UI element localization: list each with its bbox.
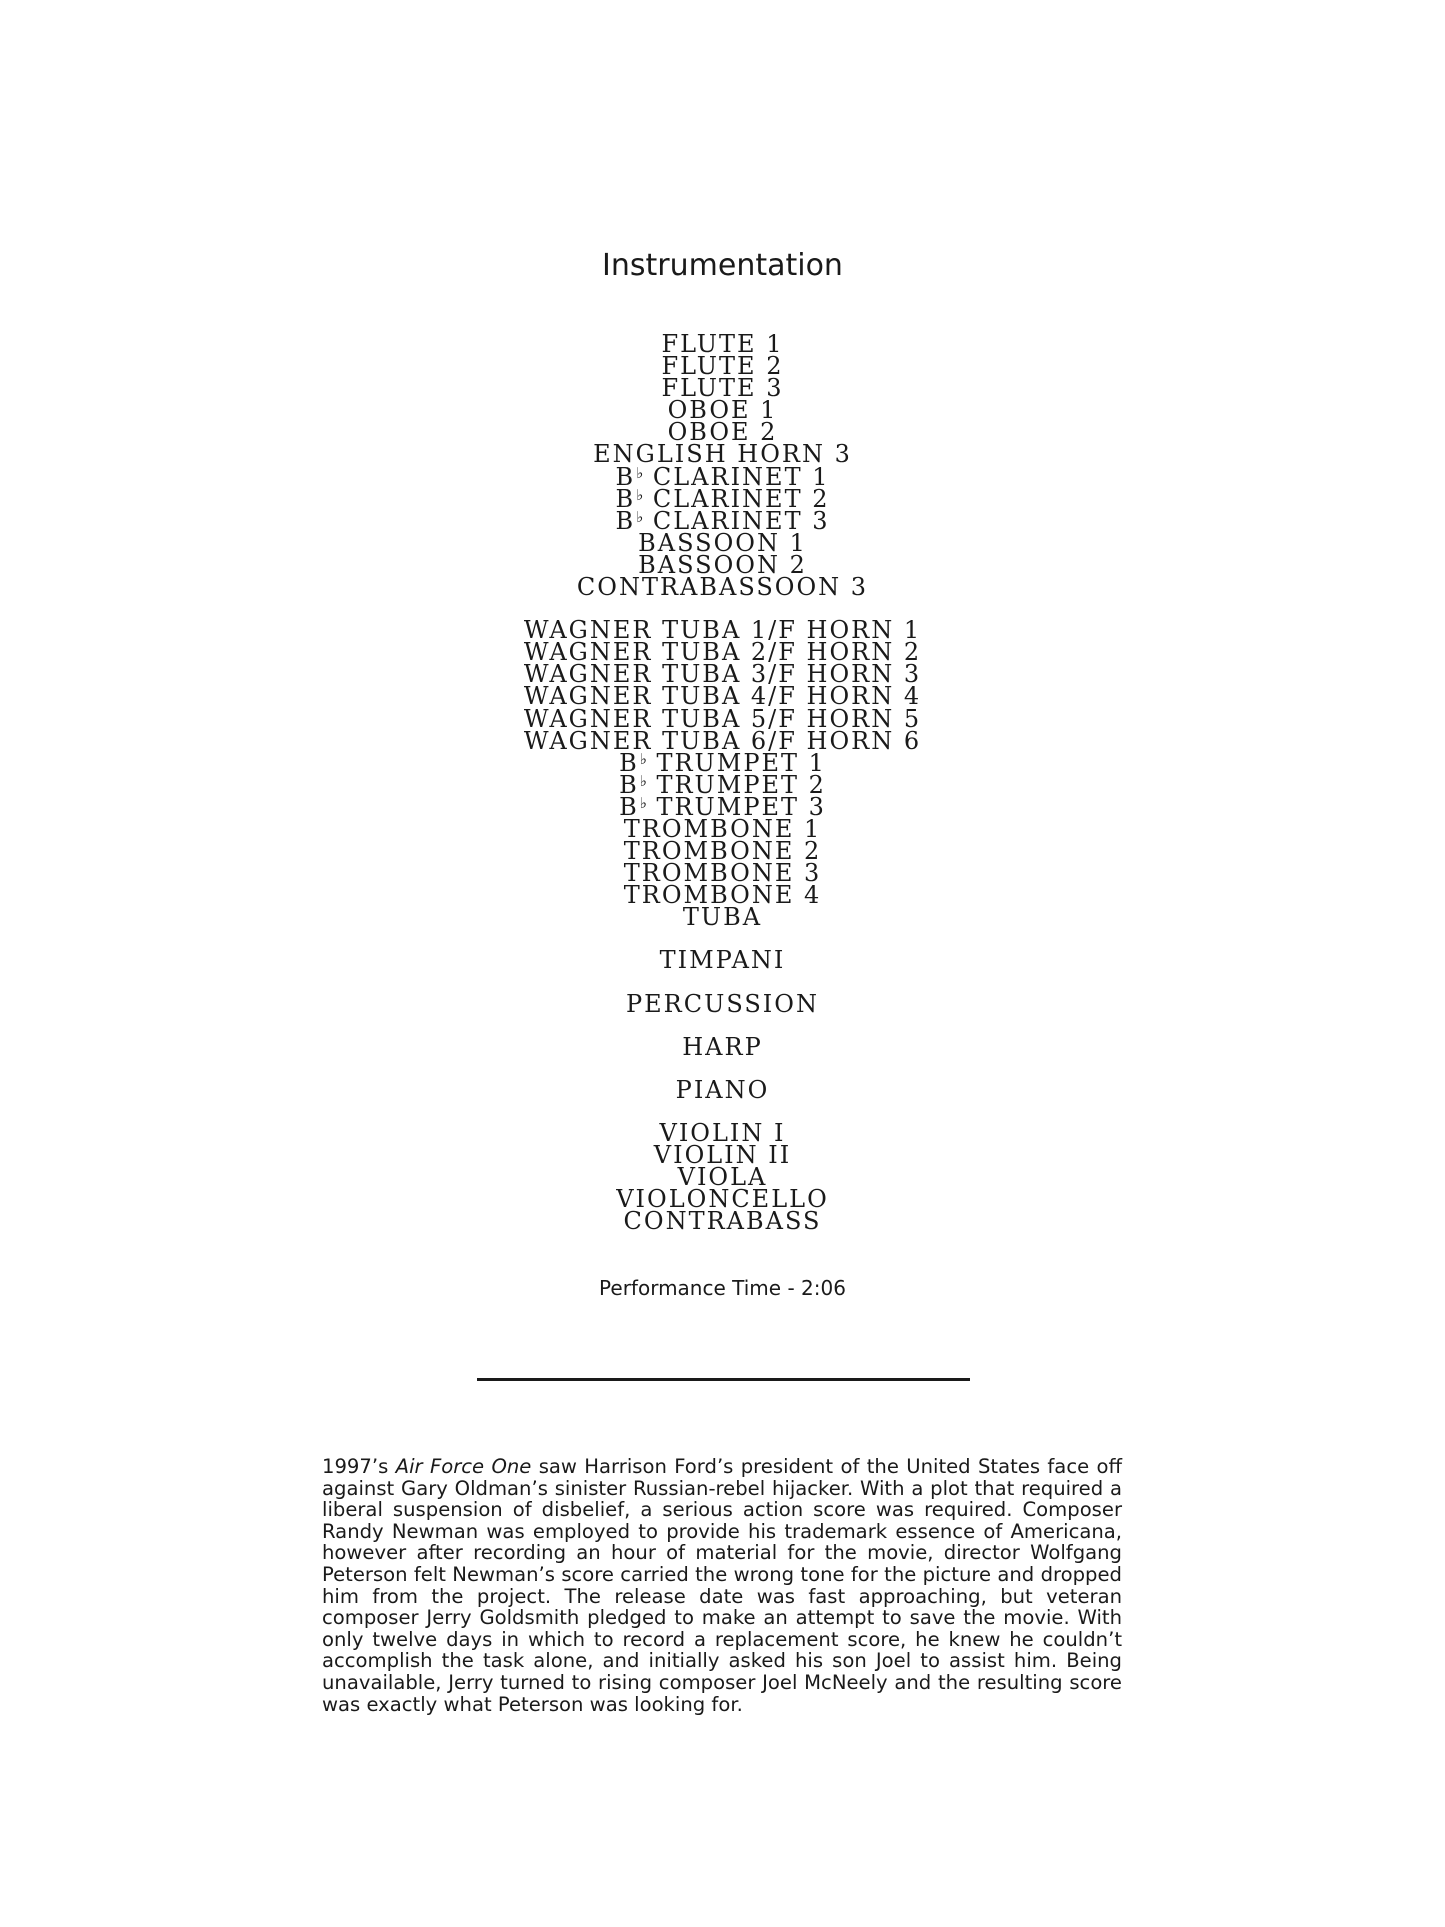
instrument-name: TRUMPET 3 — [646, 792, 826, 821]
instrument-group — [0, 946, 1445, 975]
program-note-body: saw Harrison Ford’s president of the United States face off against Gary Oldman’s sinister Russian-rebel hijacker. With a plot that required a liberal suspension of disbelief, a serious action score was required. Composer Randy Newman was employed to provide his trademark essence of Americana, however after recording an hour of material for the movie, director Wolfgang Peterson felt Newman’s score carried the wrong tone for the picture and dropped him from the project. The release date was fast approaching, but veteran composer Jerry Goldsmith pledged to make an attempt to save the movie. With only twelve days in which to record a replacement score, he knew he couldn’t accomplish the task alone, and initially asked his son Joel to assist him. Being unavailable, Jerry turned to rising composer Joel McNeely and the resulting score was exactly what Peterson was looking for. — [322, 1455, 1122, 1716]
instrument-name: CLARINET 3 — [643, 506, 830, 535]
instrument-name: TUBA — [682, 903, 763, 932]
horizontal-divider — [477, 1378, 970, 1381]
instrument-group — [0, 989, 1445, 1018]
flat-sign-icon: ♭ — [636, 507, 644, 526]
instrument-name: WAGNER TUBA 2/F HORN 2 — [523, 638, 922, 667]
instrument-group — [0, 616, 1445, 932]
performance-time: Performance Time - 2:06 — [599, 1276, 846, 1300]
instrument-group — [0, 330, 1445, 602]
instrument-name: VIOLIN II — [653, 1140, 792, 1169]
program-note-year: 1997’s — [322, 1455, 396, 1478]
flat-sign-icon: ♭ — [636, 485, 644, 504]
instrument-name: PIANO — [675, 1075, 770, 1104]
instrument-name: TROMBONE 2 — [623, 837, 822, 866]
page-title: Instrumentation — [602, 248, 843, 283]
instrument-name: WAGNER TUBA 5/F HORN 5 — [523, 704, 922, 733]
instrument-key-letter: B — [619, 770, 639, 799]
instrument-group — [0, 1118, 1445, 1236]
instrument-name: CONTRABASS — [623, 1207, 822, 1236]
instrument-name: TIMPANI — [659, 946, 786, 975]
instrument-name: VIOLA — [677, 1163, 768, 1191]
instrument-name: WAGNER TUBA 1/F HORN 1 — [523, 616, 922, 645]
instrument-name: OBOE 2 — [667, 418, 778, 447]
instrument-name: WAGNER TUBA 4/F HORN 4 — [523, 682, 922, 711]
instrument-name: HARP — [682, 1032, 763, 1061]
program-note-film-title: Air Force One — [395, 1455, 532, 1478]
instrument-name: WAGNER TUBA 6/F HORN 6 — [523, 726, 922, 755]
instrument-name: FLUTE 3 — [661, 374, 784, 403]
instrument-name: WAGNER TUBA 3/F HORN 3 — [523, 660, 922, 689]
instrument-name: TROMBONE 1 — [623, 814, 822, 843]
instrument-key-letter: B — [615, 462, 636, 491]
flat-sign-icon: ♭ — [639, 793, 647, 812]
instrument-name: TRUMPET 2 — [646, 770, 826, 799]
flat-sign-icon: ♭ — [636, 463, 644, 482]
instrument-group — [0, 1032, 1445, 1061]
instrument-key-letter: B — [619, 748, 639, 777]
instrument-item — [0, 1207, 1445, 1236]
instrument-name: CLARINET 1 — [643, 462, 830, 491]
instrument-key-letter: B — [615, 506, 636, 535]
instrument-name: OBOE 1 — [667, 396, 778, 425]
instrument-name: TROMBONE 3 — [623, 859, 822, 888]
instrument-name: VIOLONCELLO — [616, 1185, 829, 1214]
instrument-item — [0, 946, 1445, 975]
program-note-paragraph — [322, 1456, 1122, 1715]
instrument-name: TRUMPET 1 — [646, 748, 826, 777]
instrument-name: FLUTE 1 — [661, 330, 784, 358]
flat-sign-icon: ♭ — [639, 771, 647, 790]
instrument-name: PERCUSSION — [626, 989, 819, 1018]
instrument-name: CLARINET 2 — [643, 484, 830, 513]
instrument-item — [0, 903, 1445, 932]
instrument-list — [0, 330, 1445, 1253]
instrument-name: BASSOON 2 — [638, 550, 807, 579]
instrument-item — [0, 573, 1445, 602]
instrument-name: BASSOON 1 — [638, 528, 807, 557]
instrument-name: TROMBONE 4 — [623, 881, 822, 910]
flat-sign-icon: ♭ — [639, 749, 647, 768]
instrument-name: CONTRABASSOON 3 — [576, 573, 869, 602]
instrument-key-letter: B — [615, 484, 636, 513]
instrument-group — [0, 1075, 1445, 1104]
instrument-item — [0, 989, 1445, 1018]
instrument-item — [0, 1075, 1445, 1104]
instrument-item — [0, 1032, 1445, 1061]
instrument-name: ENGLISH HORN 3 — [593, 440, 852, 469]
instrument-key-letter: B — [619, 792, 639, 821]
instrument-name: VIOLIN I — [659, 1118, 786, 1147]
instrument-name: FLUTE 2 — [661, 352, 784, 381]
